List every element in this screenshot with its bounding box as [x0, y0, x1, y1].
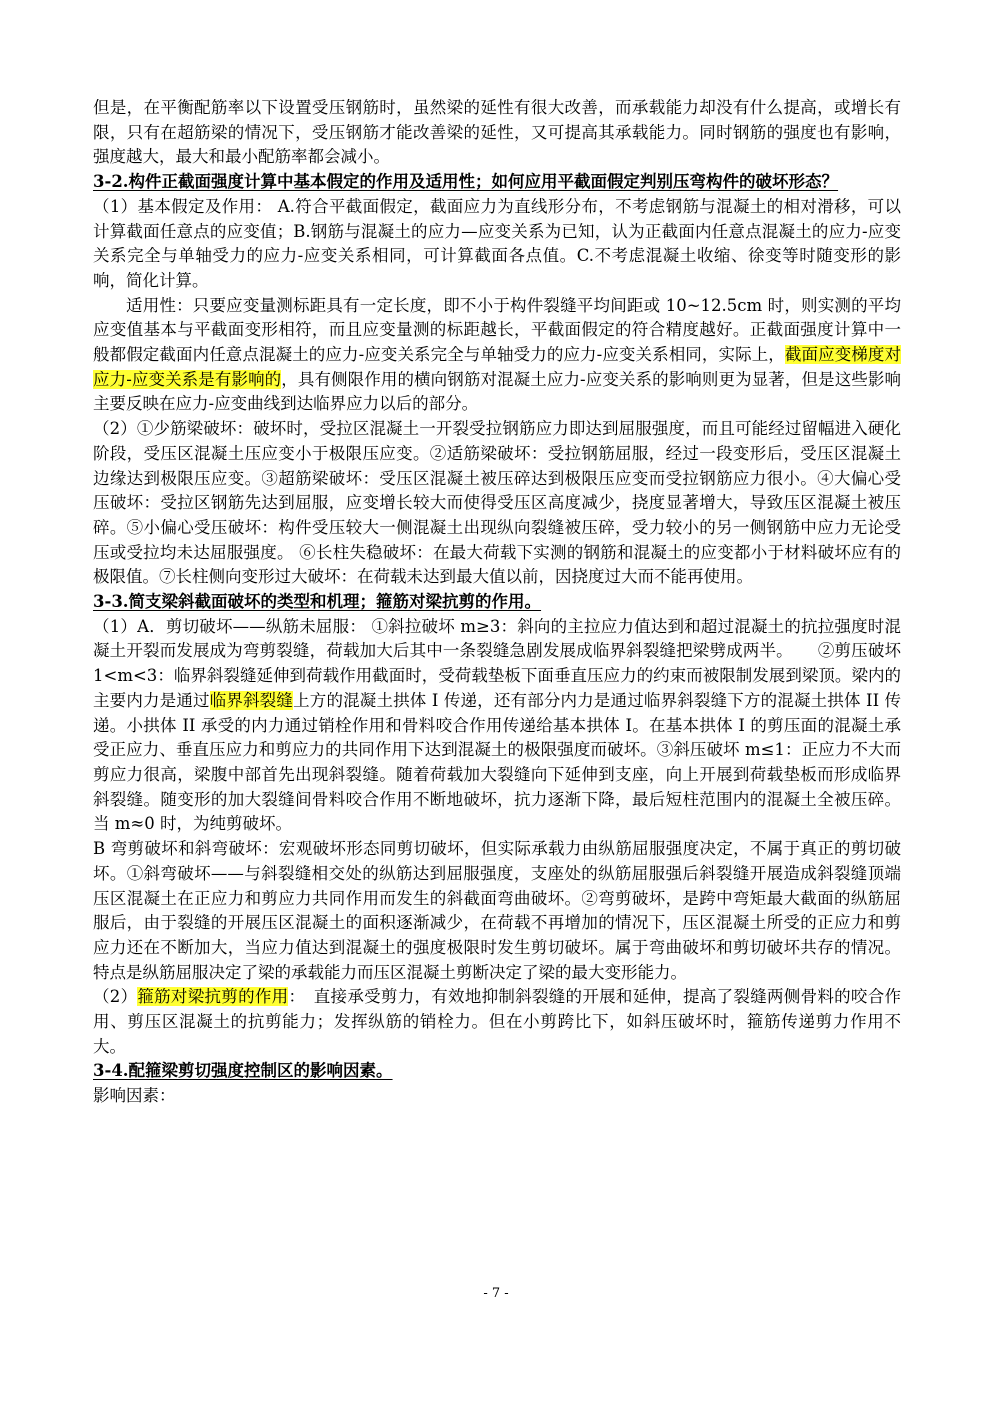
highlight-stirrup-role: 箍筋对梁抗剪的作用: [137, 987, 289, 1007]
paragraph-reinforcement-ratio: 但是，在平衡配筋率以下设置受压钢筋时，虽然梁的延性有很大改善，而承载能力却没有什么提高，或增长有限，只有在超筋梁的情况下，受压钢筋才能改善梁的延性，又可提高其承载能力。同时钢筋的强度也有影响，强度越大，最大和最小配筋率都会减小。: [93, 98, 901, 167]
paragraph-applicability: [93, 294, 901, 418]
paragraph-failure-modes: （2）①少筋梁破坏：破坏时，受拉区混凝土一开裂受拉钢筋应力即达到屈服强度，而且可能经过留幅进入硬化阶段，受压区混凝土压应变小于极限压应变。②适筋梁破坏：受拉钢筋屈服，经过一段变形后，受压区混凝土边缘达到极限压应变。③超筋梁破坏：受压区混凝土被压碎达到极限压应变而受拉钢筋应力很小。④大偏心受压破坏：受拉区钢筋先达到屈服，应变增长较大而使得受压区高度减少，挠度显著增大，导致压区混凝土被压碎。⑤小偏心受压破坏：构件受压较大一侧混凝土出现纵向裂缝被压碎，受力较小的另一侧钢筋中应力无论受压或受拉均未达屈服强度。 ⑥长柱失稳破坏：在最大荷载下实测的钢筋和混凝土的应变都小于材料破坏应有的极限值。⑦长柱侧向变形过大破坏：在荷载未达到最大值以前，因挠度过大而不能再使用。: [93, 419, 901, 587]
applicability-text-b: ，具有侧限作用的横向钢筋对混凝土应力-应变关系的影响则更为显著，但是这些影响主要反映在应力-应变曲线到达临界应力以后的部分。: [93, 369, 901, 414]
paragraph-flexure-shear-failure: B 弯剪破坏和斜弯破坏：宏观破坏形态同剪切破坏，但实际承载力由纵筋屈服强度决定，不属于真正的剪切破坏。①斜弯破坏——与斜裂缝相交处的纵筋达到屈服强度，支座处的纵筋屈服强后斜裂缝开展造成斜裂缝顶端压区混凝土在正应力和剪应力共同作用而发生的斜截面弯曲破坏。②弯剪破坏，是跨中弯矩最大截面的纵筋屈服后，由于裂缝的开展压区混凝土的面积逐渐减少，在荷载不再增加的情况下，压区混凝土所受的正应力和剪应力还在不断加大，当应力值达到混凝土的强度极限时发生剪切破坏。属于弯曲破坏和剪切破坏共存的情况。特点是纵筋屈服决定了梁的承载能力而压区混凝土剪断决定了梁的最大变形能力。: [93, 839, 901, 982]
shear-failure-text-b: 上方的混凝土拱体 I 传递，还有部分内力是通过临界斜裂缝下方的混凝土拱体 II 传递。小拱体 II 承受的内力通过销栓作用和骨料咬合作用传递给基本拱体 I。在基本拱体 I 的剪压面的混凝土承受正应力、垂直压应力和剪应力的共同作用下达到混凝土的极限强度而破坏。③斜压破坏 m≤1：正应力不大而剪应力很高，梁腹中部首先出现斜裂缝。随着荷载加大裂缝向下延伸到支座，向上开展到荷载垫板而形成临界斜裂缝。随变形的加大裂缝间骨料咬合作用不断地破坏，抗力逐渐下降，最后短柱范围内的混凝土全被压碎。当 m≈0 时，为纯剪破坏。: [93, 690, 902, 834]
shear-failure-text-a: （1）A．剪切破坏——纵筋未屈服： ①斜拉破坏 m≥3：斜向的主拉应力值达到和超过混凝土的抗拉强度时混凝土开裂而发展成为弯剪裂缝，荷载加大后其中一条裂缝急剧发展成临界斜裂缝把梁劈成两半。 ②剪压破坏 1<m<3：临界斜裂缝延伸到荷载作用截面时，受荷载垫板下面垂直压应力的约束而被限制发展到梁顶。梁内的主要内力是通过: [93, 616, 901, 710]
paragraph-shear-failure: [93, 615, 901, 837]
paragraph-basic-assumptions: （1）基本假定及作用： A.符合平截面假定，截面应力为直线形分布，不考虑钢筋与混凝土的相对滑移，可以计算截面任意点的应变值；B.钢筋与混凝土的应力—应变关系为已知，认为正截面内任意点混凝土的应力-应变关系完全与单轴受力的应力-应变关系相同，可计算截面各点值。C.不考虑混凝土收缩、徐变等时随变形的影响，简化计算。: [93, 196, 901, 290]
heading-3-3: 3-3.简支梁斜截面破坏的类型和机理；箍筋对梁抗剪的作用。: [93, 592, 542, 612]
applicability-text-a: 适用性：只要应变量测标距具有一定长度，即不小于构件裂缝平均间距或 10~12.5cm 时，则实测的平均应变值基本与平截面变形相符，而且应变量测的标距越长，平截面假定的符合精度越好。正截面强度计算中一般都假定截面内任意点混凝土的应力-应变关系完全与单轴受力的应力-应变关系相同，实际上，: [93, 295, 901, 365]
highlight-critical-crack: 临界斜裂缝: [209, 690, 294, 710]
page-content: [93, 96, 901, 1109]
stirrup-prefix: （2）: [93, 987, 138, 1007]
heading-3-4: 3-4.配箍梁剪切强度控制区的影响因素。: [93, 1061, 393, 1081]
stirrup-text: ： 直接承受剪力，有效地抑制斜裂缝的开展和延伸，提高了裂缝两侧骨料的咬合作用、剪压区混凝土的抗剪能力；发挥纵筋的销栓力。但在小剪跨比下，如斜压破坏时，箍筋传递剪力作用不大。: [93, 987, 902, 1056]
highlight-strain-gradient: 截面应变梯度对应力-应变关系是有影响的: [93, 345, 901, 389]
paragraph-stirrup-role: [93, 985, 901, 1059]
heading-3-2: 3-2.构件正截面强度计算中基本假定的作用及适用性；如何应用平截面假定判别压弯构件的破坏形态？: [93, 172, 839, 192]
page-number: - 7 -: [483, 1286, 509, 1301]
paragraph-influencing-factors: 影响因素：: [93, 1086, 176, 1106]
